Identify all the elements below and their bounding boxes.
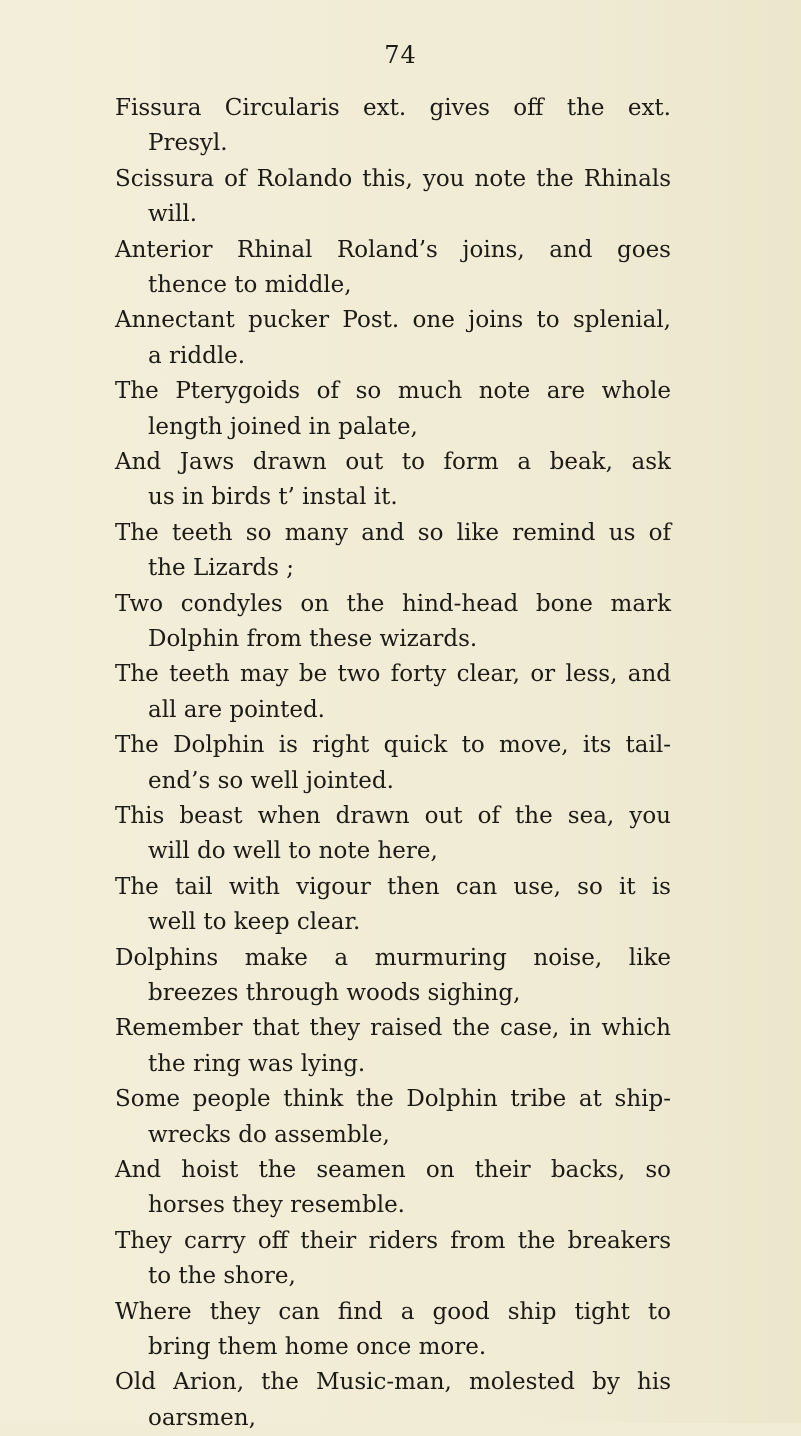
poem-line-continuation: the ring was lying. xyxy=(148,1050,366,1077)
poem-line-continuation: wrecks do assemble, xyxy=(148,1121,390,1148)
poem-line: Fissura Circularis ext. gives off the ext. xyxy=(115,95,671,121)
poem-line-continuation: horses they resemble. xyxy=(148,1192,405,1219)
poem-line-continuation: to the shore, xyxy=(148,1263,296,1290)
poem-line: The Dolphin is right quick to move, its tail- xyxy=(115,732,671,759)
poem-line: Scissura of Rolando this, you note the Rhinals xyxy=(115,165,671,192)
poem-line: Remember that they raised the case, in which xyxy=(115,1015,671,1042)
poem-line: The teeth so many and so like remind us of xyxy=(115,519,671,546)
poem-line-continuation: length joined in palate, xyxy=(148,413,418,440)
poem-line: And hoist the seamen on their backs, so xyxy=(115,1157,671,1183)
poem-line: They carry off their riders from the breakers xyxy=(115,1227,671,1254)
poem-line: The teeth may be two forty clear, or less, and xyxy=(115,661,671,688)
poem-line-continuation: thence to middle, xyxy=(148,272,352,298)
poem-line-continuation: Dolphin from these wizards. xyxy=(148,626,478,652)
poem-line: Some people think the Dolphin tribe at ship- xyxy=(115,1086,671,1113)
poem-line: Two condyles on the hind-head bone mark xyxy=(115,590,671,617)
poem-line: Anterior Rhinal Roland’s joins, and goes xyxy=(115,236,671,263)
poem-line: Annectant pucker Post. one joins to splenial, xyxy=(115,307,671,334)
poem-line: Dolphins make a murmuring noise, like xyxy=(115,944,671,971)
poem-line-continuation: will do well to note here, xyxy=(148,838,438,865)
poem-line-continuation: well to keep clear. xyxy=(148,909,361,936)
poem-line-continuation: bring them home once more. xyxy=(148,1334,487,1360)
poem-line-continuation: Presyl. xyxy=(148,130,228,157)
poem-line: This beast when drawn out of the sea, you xyxy=(115,803,671,829)
page-number: 74 xyxy=(384,41,417,69)
poem-line-continuation: a riddle. xyxy=(148,342,246,369)
poem-line-continuation: breezes through woods sighing, xyxy=(148,980,521,1006)
poem-line-continuation: oarsmen, xyxy=(148,1404,256,1431)
poem-line: Old Arion, the Music-man, molested by his xyxy=(115,1369,671,1396)
poem-line-continuation: will. xyxy=(148,201,198,228)
poem-line: And Jaws drawn out to form a beak, ask xyxy=(115,449,671,475)
poem-line-continuation: all are pointed. xyxy=(148,696,325,723)
poem-line: The Pterygoids of so much note are whole xyxy=(115,378,671,405)
poem-line-continuation: us in birds t’ instal it. xyxy=(148,484,398,511)
poem-line: Where they can find a good ship tight to xyxy=(115,1298,671,1325)
poem-line-continuation: end’s so well jointed. xyxy=(148,767,394,794)
poem-line-continuation: the Lizards ; xyxy=(148,555,295,582)
poem-line: The tail with vigour then can use, so it is xyxy=(115,873,671,900)
